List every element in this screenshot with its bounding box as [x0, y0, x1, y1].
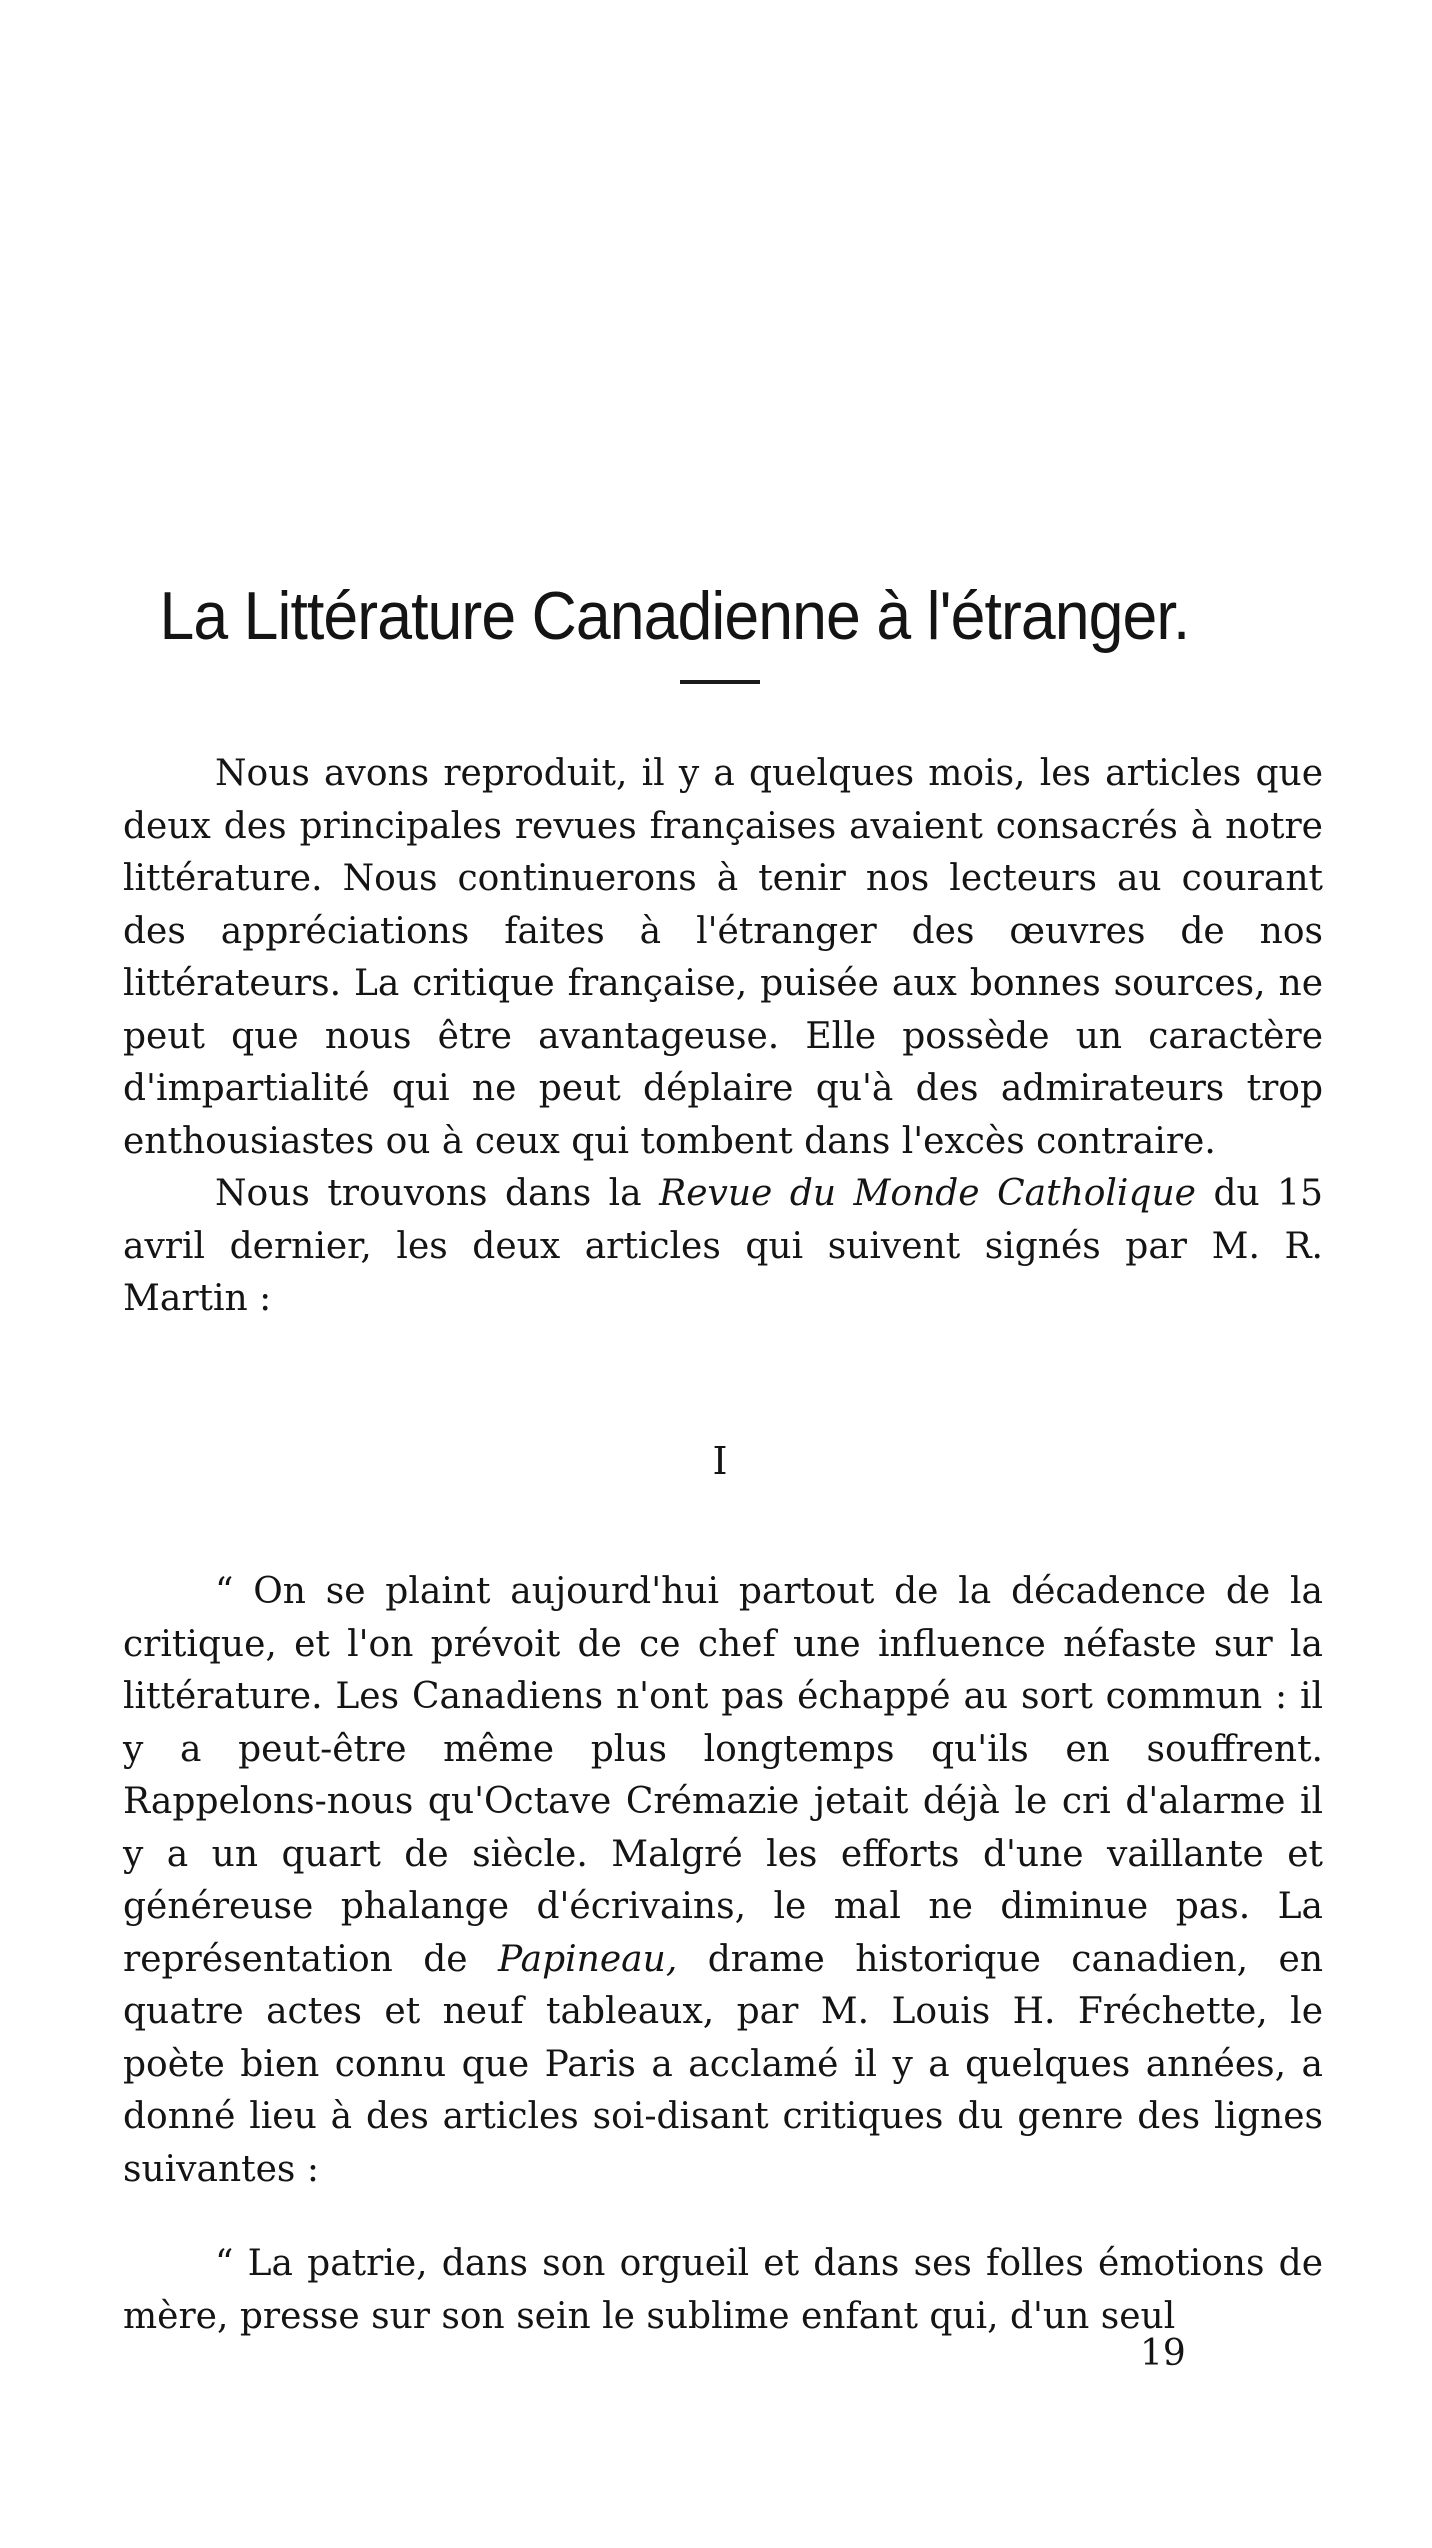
drama-title: Papineau, — [498, 1938, 678, 1980]
section-text — [123, 1566, 1323, 2196]
section-numeral: I — [712, 1439, 728, 1483]
quote-paragraph: “ La patrie, dans son orgueil et dans ses folles émotions de mère, presse sur son sein le sublime enfant qui, d'un seul — [123, 2243, 1323, 2337]
section-paragraph-1-start: “ On se plaint aujourd'hui partout de la décadence de la critique, et l'on prévoit de ce chef une influence néfaste sur la littérature. Les Canadiens n'ont pas échappé au sort commun : il y a peut-être même plus longtemps qu'ils en souffrent. Rappelons-nous qu'Octave Crémazie jetait déjà le cri d'alarme il y a un quart de siècle. Malgré les efforts d'une vaillante et généreuse phalange d'écrivains, le mal ne diminue pas. La représentation de — [123, 1571, 1323, 1980]
intro-paragraph-2-start: Nous trouvons dans la — [215, 1173, 660, 1214]
intro-paragraph-2 — [123, 1168, 1323, 1326]
title-divider — [680, 680, 760, 684]
page-number: 19 — [1140, 2333, 1186, 2374]
intro-text — [123, 748, 1323, 1326]
page-title: La Littérature Canadienne à l'étranger. — [159, 577, 1190, 654]
journal-title: Revue du Monde Catholique — [659, 1173, 1196, 1214]
intro-paragraph-2-end: du 15 avril dernier, les deux articles qui suivent signés par M. R. Martin : — [123, 1173, 1323, 1319]
intro-paragraph-1: Nous avons reproduit, il y a quelques mois, les articles que deux des principales revues françaises avaient consacrés à notre littérature. Nous continuerons à tenir nos lecteurs au courant des appréciations faites à l'étranger des œuvres de nos littérateurs. La critique française, puisée aux bonnes sources, ne peut que nous être avantageuse. Elle possède un caractère d'impartialité qui ne peut déplaire qu'à des admirateurs trop enthousiastes ou à ceux qui tombent dans l'excès contraire. — [123, 753, 1323, 1162]
section-paragraph-1 — [123, 1566, 1323, 2196]
section-paragraph-1-end: drame historique canadien, en quatre actes et neuf tableaux, par M. Louis H. Fréchette, le poète bien connu que Paris a acclamé il y a quelques années, a donné lieu à des articles soi-disant critiques du genre des lignes suivantes : — [123, 1938, 1324, 2190]
